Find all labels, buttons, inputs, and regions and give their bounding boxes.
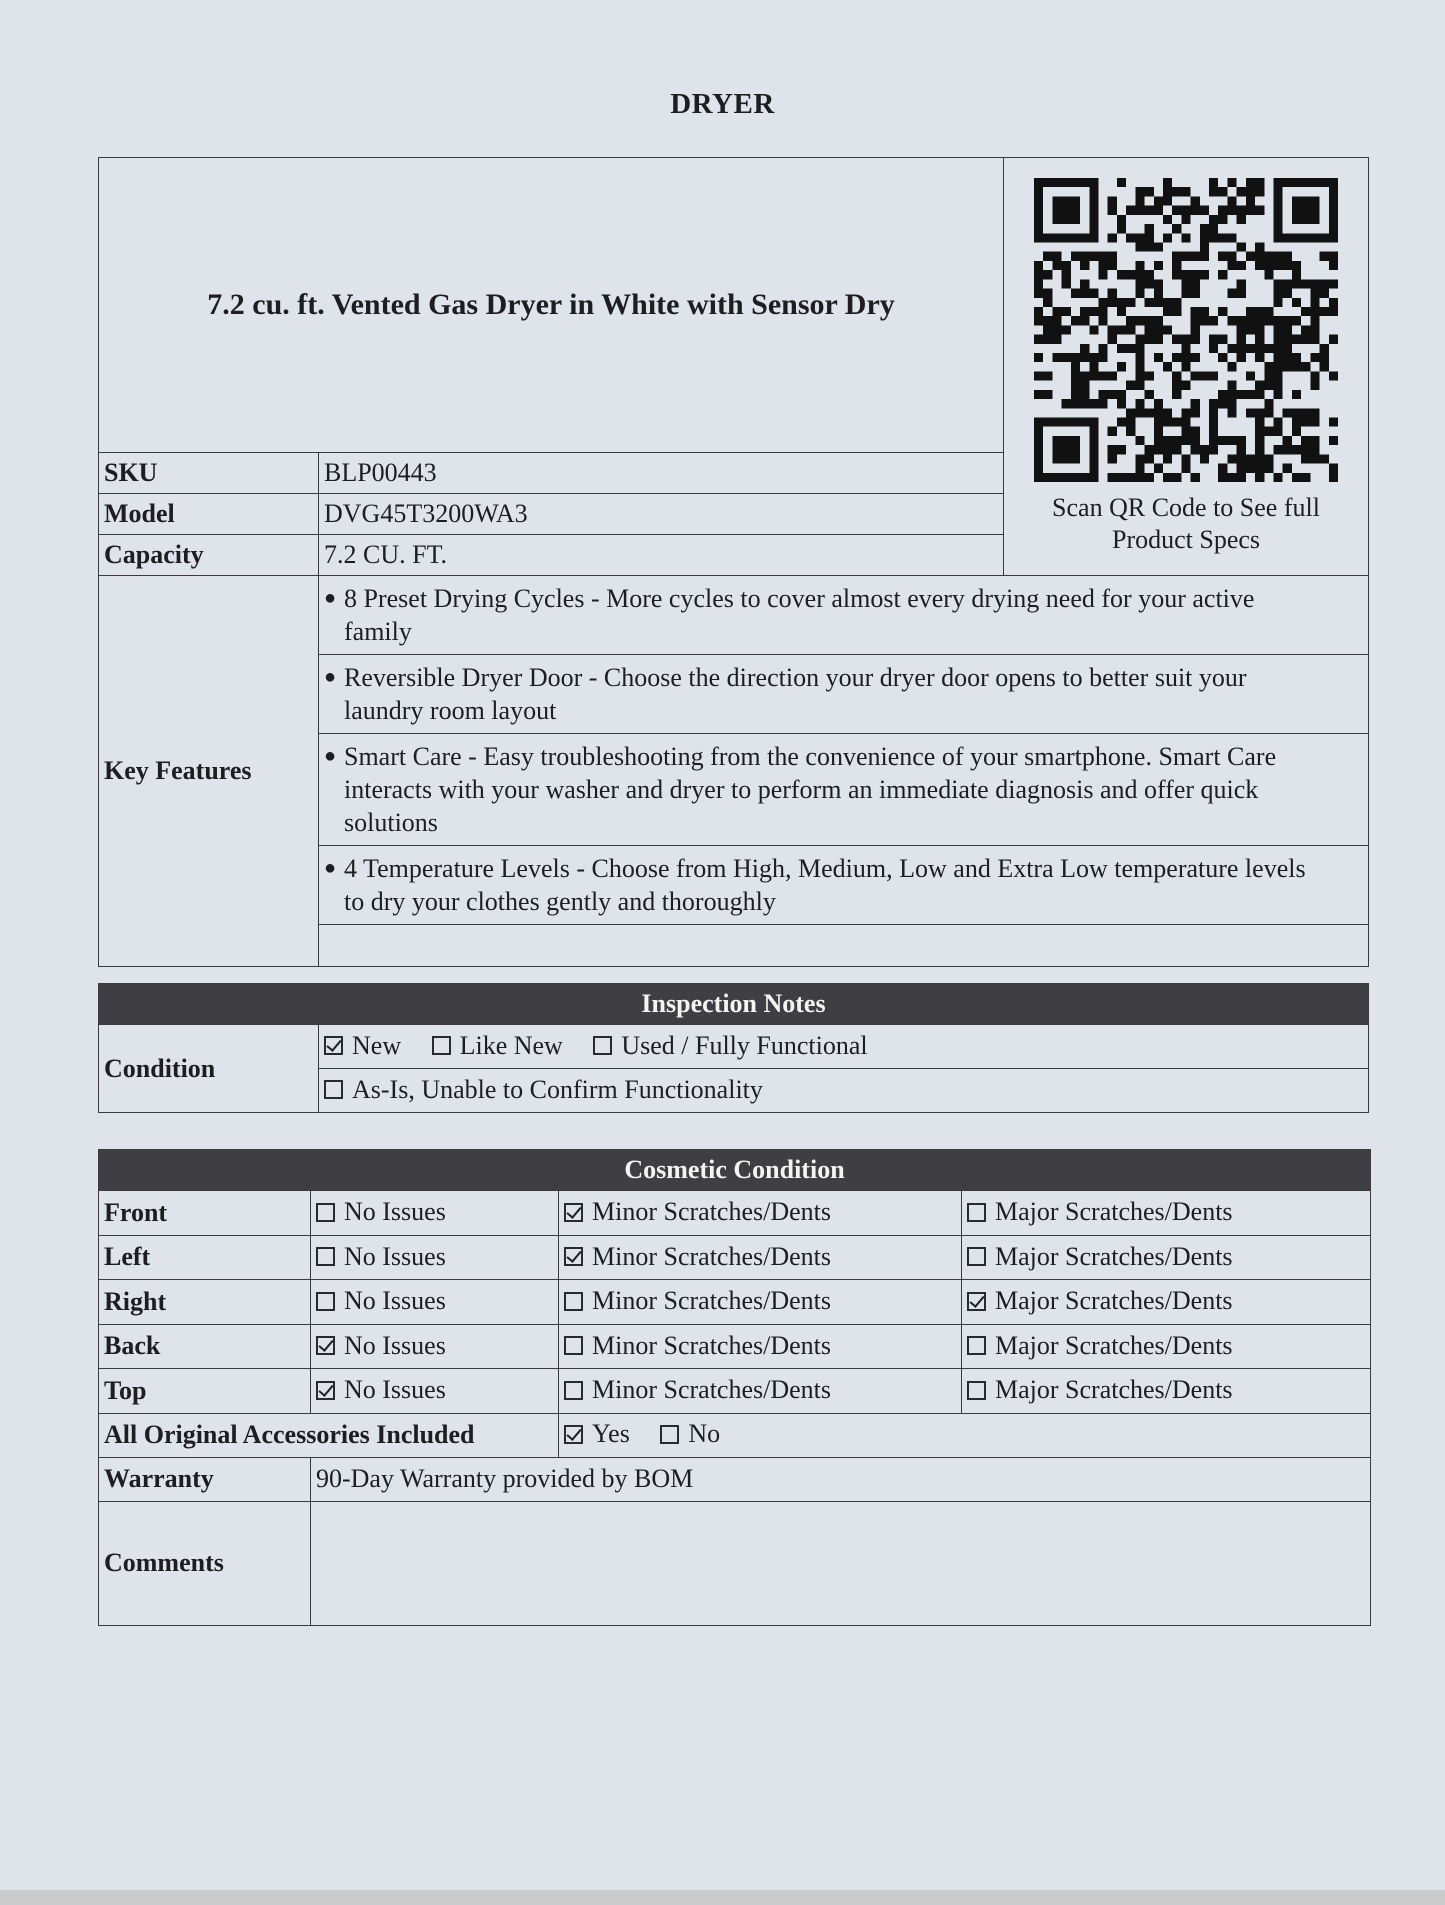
feature-text: solutions: [344, 808, 438, 837]
accessories-label: All Original Accessories Included: [99, 1413, 559, 1457]
option-label: No: [688, 1419, 721, 1449]
bullet-icon: ●: [324, 666, 337, 688]
cosmetic-row: [99, 1369, 1371, 1414]
checkbox[interactable]: [967, 1336, 986, 1355]
comments-field[interactable]: [311, 1501, 1371, 1625]
option-label: Major Scratches/Dents: [995, 1375, 1233, 1404]
condition-option-as-is[interactable]: [324, 1075, 763, 1105]
option-label: No Issues: [344, 1375, 446, 1404]
option-label: Minor Scratches/Dents: [592, 1241, 832, 1271]
checkbox[interactable]: [564, 1425, 583, 1444]
major-scratches-option[interactable]: [967, 1331, 1233, 1361]
minor-scratches-option[interactable]: [564, 1375, 831, 1405]
bullet-icon: ●: [324, 745, 337, 767]
major-scratches-cell: [962, 1191, 1371, 1236]
no-issues-cell: [311, 1324, 559, 1369]
checkbox[interactable]: [564, 1381, 583, 1400]
feature-text: 4 Temperature Levels - Choose from High, Medium, Low and Extra Low temperature levels: [344, 854, 1306, 883]
accessories-yes-option[interactable]: [564, 1419, 630, 1449]
product-name: 7.2 cu. ft. Vented Gas Dryer in White with Sensor Dry: [99, 158, 1004, 453]
accessories-no-option[interactable]: [660, 1419, 720, 1449]
feature-text: Smart Care - Easy troubleshooting from the convenience of your smartphone. Smart Care: [344, 742, 1277, 771]
key-feature-3: [319, 734, 1369, 846]
option-label: Minor Scratches/Dents: [592, 1375, 832, 1404]
feature-text: to dry your clothes gently and thoroughly: [344, 887, 776, 916]
cosmetic-row: [99, 1324, 1371, 1369]
side-label: Left: [99, 1235, 311, 1280]
checkbox[interactable]: [967, 1203, 986, 1222]
option-label: No Issues: [344, 1286, 446, 1315]
cosmetic-row: [99, 1235, 1371, 1280]
key-feature-2: [319, 655, 1369, 734]
bullet-icon: ●: [324, 587, 337, 609]
qr-caption-line-1: Scan QR Code to See full: [1052, 493, 1320, 522]
major-scratches-cell: [962, 1324, 1371, 1369]
no-issues-cell: [311, 1369, 559, 1414]
no-issues-cell: [311, 1191, 559, 1236]
option-label: Like New: [459, 1030, 563, 1060]
checkbox[interactable]: [564, 1336, 583, 1355]
model-value: DVG45T3200WA3: [319, 494, 1004, 535]
sku-value: BLP00443: [319, 453, 1004, 494]
checkbox[interactable]: [324, 1080, 343, 1099]
cosmetic-row: [99, 1191, 1371, 1236]
comments-label: Comments: [99, 1501, 311, 1625]
option-label: Major Scratches/Dents: [995, 1330, 1233, 1360]
checkbox[interactable]: [593, 1036, 612, 1055]
feature-text: Reversible Dryer Door - Choose the direction your dryer door opens to better suit your: [344, 663, 1247, 692]
document-title: DRYER: [670, 88, 775, 120]
cosmetic-condition-table: [98, 1149, 1371, 1626]
inspection-notes-header: Inspection Notes: [99, 984, 1369, 1025]
no-issues-option[interactable]: [316, 1375, 446, 1405]
option-label: As-Is, Unable to Confirm Functionality: [352, 1074, 763, 1104]
checkbox[interactable]: [432, 1036, 451, 1055]
option-label: No Issues: [344, 1241, 446, 1271]
checkbox[interactable]: [967, 1247, 986, 1266]
no-issues-cell: [311, 1235, 559, 1280]
option-label: Used / Fully Functional: [621, 1030, 868, 1060]
condition-label: Condition: [99, 1025, 319, 1113]
qr-caption-line-2: Product Specs: [1111, 525, 1261, 554]
checkbox[interactable]: [967, 1381, 986, 1400]
minor-scratches-option[interactable]: [564, 1286, 831, 1316]
qr-caption: [1014, 492, 1358, 556]
minor-scratches-option[interactable]: [564, 1242, 831, 1272]
major-scratches-cell: [962, 1369, 1371, 1414]
minor-scratches-cell: [559, 1280, 962, 1325]
checkbox[interactable]: [316, 1336, 335, 1355]
side-label: Back: [99, 1324, 311, 1369]
cosmetic-rows: [99, 1191, 1371, 1414]
option-label: Major Scratches/Dents: [995, 1197, 1233, 1226]
model-label: Model: [99, 494, 319, 535]
checkbox[interactable]: [564, 1247, 583, 1266]
major-scratches-cell: [962, 1280, 1371, 1325]
condition-options-row-1: [319, 1025, 1369, 1069]
key-feature-empty-row: [319, 925, 1369, 967]
feature-text: 8 Preset Drying Cycles - More cycles to cover almost every drying need for your active: [344, 584, 1255, 613]
no-issues-option[interactable]: [316, 1242, 446, 1272]
checkbox[interactable]: [316, 1247, 335, 1266]
sku-label: SKU: [99, 453, 319, 494]
feature-text: laundry room layout: [344, 696, 557, 725]
option-label: Minor Scratches/Dents: [592, 1197, 832, 1226]
option-label: No Issues: [344, 1330, 446, 1360]
no-issues-cell: [311, 1280, 559, 1325]
feature-text: interacts with your washer and dryer to perform an immediate diagnosis and offer quick: [344, 775, 1259, 804]
key-feature-1: [319, 576, 1369, 655]
side-label: Right: [99, 1280, 311, 1325]
option-label: Minor Scratches/Dents: [592, 1286, 832, 1315]
condition-option-used[interactable]: [593, 1031, 867, 1061]
minor-scratches-cell: [559, 1324, 962, 1369]
bullet-icon: ●: [324, 857, 337, 879]
capacity-label: Capacity: [99, 535, 319, 576]
checkbox[interactable]: [564, 1203, 583, 1222]
condition-option-new[interactable]: [324, 1031, 401, 1061]
minor-scratches-cell: [559, 1235, 962, 1280]
key-feature-4: [319, 846, 1369, 925]
option-label: New: [352, 1030, 402, 1060]
cosmetic-row: [99, 1280, 1371, 1325]
checkbox[interactable]: [316, 1292, 335, 1311]
no-issues-option[interactable]: [316, 1197, 446, 1227]
major-scratches-option[interactable]: [967, 1286, 1233, 1316]
warranty-label: Warranty: [99, 1457, 311, 1501]
condition-option-like-new[interactable]: [432, 1031, 563, 1061]
checkbox[interactable]: [324, 1036, 343, 1055]
checkbox[interactable]: [564, 1292, 583, 1311]
checkbox[interactable]: [316, 1381, 335, 1400]
checkbox[interactable]: [660, 1425, 679, 1444]
major-scratches-option[interactable]: [967, 1197, 1233, 1227]
product-info-table: [98, 157, 1369, 967]
qr-code[interactable]: [1034, 178, 1338, 482]
accessories-options: [559, 1413, 1371, 1457]
no-issues-option[interactable]: [316, 1286, 446, 1316]
key-features-label: Key Features: [99, 576, 319, 967]
condition-options-row-2: [319, 1069, 1369, 1113]
warranty-value: 90-Day Warranty provided by BOM: [311, 1457, 1371, 1501]
option-label: No Issues: [344, 1197, 446, 1226]
option-label: Major Scratches/Dents: [995, 1241, 1233, 1271]
minor-scratches-option[interactable]: [564, 1197, 831, 1227]
minor-scratches-cell: [559, 1369, 962, 1414]
option-label: Minor Scratches/Dents: [592, 1330, 832, 1360]
option-label: Yes: [592, 1419, 630, 1449]
minor-scratches-option[interactable]: [564, 1331, 831, 1361]
qr-code-cell: [1004, 158, 1369, 576]
no-issues-option[interactable]: [316, 1331, 446, 1361]
checkbox[interactable]: [967, 1292, 986, 1311]
checkbox[interactable]: [316, 1203, 335, 1222]
cosmetic-condition-header: Cosmetic Condition: [99, 1150, 1371, 1191]
capacity-value: 7.2 CU. FT.: [319, 535, 1004, 576]
major-scratches-cell: [962, 1235, 1371, 1280]
major-scratches-option[interactable]: [967, 1242, 1233, 1272]
feature-text: family: [344, 617, 412, 646]
side-label: Front: [99, 1191, 311, 1236]
option-label: Major Scratches/Dents: [995, 1286, 1233, 1315]
side-label: Top: [99, 1369, 311, 1414]
inspection-notes-table: [98, 983, 1369, 1113]
major-scratches-option[interactable]: [967, 1375, 1233, 1405]
minor-scratches-cell: [559, 1191, 962, 1236]
